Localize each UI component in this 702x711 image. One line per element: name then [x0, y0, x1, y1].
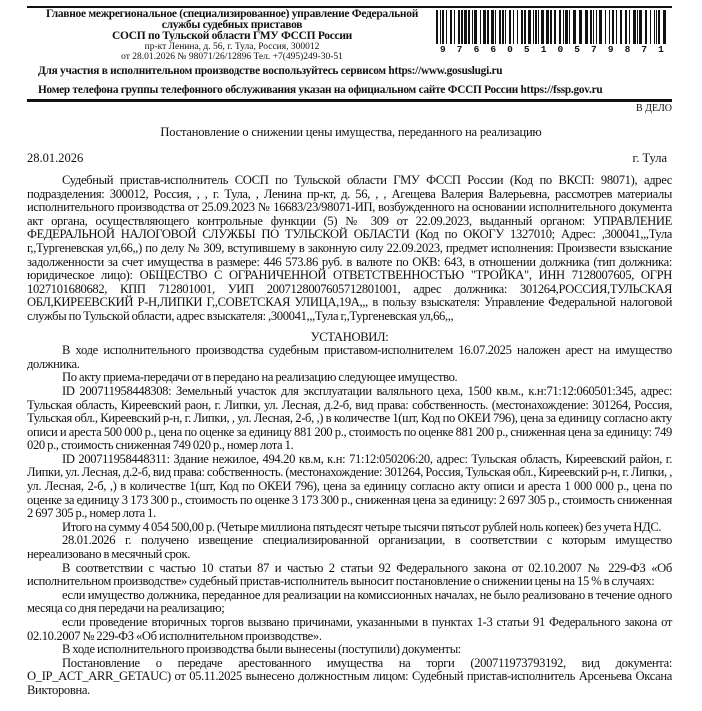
property-item: ID 200711958448308: Земельный участок для эксплуатации валяльного цеха, 1500 кв.м., к.н:71:12:060501:345, адрес: Тульская область, Киреевский раон, г. Липки, ул. Лесная, д.2-б, вид права: собственность. (местонахождение: 301264, Россия, Тульская обл., Киреевский р-н, г. Липки, , ул. Лесная, 2-б, ,) в количестве 1(шт, Код по ОКЕИ 796), цена за единицу согласно акту описи и ареста 500 000 р., цена по оценке за единицу 881 200 р., стоимость по оценке 881 200 р., сниженная цена за единицу: 749 020 р., стоимость сниженная 749 020 р., номер лота 1. — [27, 383, 672, 453]
org-line-3: СОСП по Тульской области ГМУ ФССП России — [112, 30, 352, 42]
barcode-bar — [563, 10, 564, 44]
barcode-digit: 9 — [607, 44, 614, 55]
document-reference: от 28.01.2026 № 98071/26/12896 Тел. +7(495)249-30-51 — [121, 52, 343, 62]
barcode-bar — [609, 10, 610, 44]
header-bottom-rule — [27, 99, 672, 102]
barcode-bar — [474, 10, 477, 44]
barcode-bar — [440, 10, 441, 44]
barcode-bar — [524, 10, 526, 44]
paragraph: В соответствии с частью 10 статьи 87 и частью 2 статьи 92 Федерального закона от 02.10.2007 № 229-ФЗ «Об исполнительном производстве» судебный пристав-исполнитель выносит постановление о снижении цены на 15 % в случаях: — [27, 560, 672, 589]
barcode-bar — [480, 10, 481, 44]
barcode-digit: 1 — [540, 44, 547, 55]
document-date: 28.01.2026 — [27, 151, 84, 165]
barcode-digits — [436, 45, 668, 55]
barcode-bar — [535, 10, 537, 44]
barcode-bar — [590, 10, 592, 44]
barcode-bar — [454, 10, 455, 44]
barcode-bar — [517, 10, 518, 44]
issuer-header — [28, 9, 436, 62]
gosuslugi-notice: Для участия в исполнительном производстве воспользуйтесь сервисом https://www.gosuslugi.ru — [38, 65, 503, 77]
paragraph: В ходе исполнительного производства судебным приставом-исполнителем 16.07.2025 наложен арест на имущество должника. — [27, 343, 672, 371]
intro-paragraph: Судебный пристав-исполнитель СОСП по Тульской области ГМУ ФССП России (Код по ВКСП: 98071), адрес подразделения: 300012, Россия, , , г. Тула, , Ленина пр-кт, д. 56, , , Агещева Валерия Валерьевна, рассмотрев материалы исполнительного производства от 25.09.2023 № 16683/23/98071-ИП, возбужденного на основании исполнительного документа акт органа, осуществляющего контрольные функции (5) № 309 от 22.09.2023, выданный органом: УПРАВЛЕНИЕ ФЕДЕРАЛЬНОЙ НАЛОГОВОЙ СЛУЖБЫ ПО ТУЛЬСКОЙ ОБЛАСТИ (Код по ОКОГУ 1327010; Адрес: ,300041,,,Тула г,,Тургеневская ул,66,,) по делу № 309, вступившему в законную силу 22.09.2023, предмет исполнения: Произвести взыскание задолженности за счет имущества в размере: 446 573.86 руб. в валюте по ОКВ: 643, в отношении должника (тип должника: юридическое лицо): ОБЩЕСТВО С ОГРАНИЧЕННОЙ ОТВЕТСТВЕННОСТЬЮ "ТРОЙКА", ИНН 7128007605, ОГРН 1027101680682, КПП 712801001, УИП 2007128007605712801001, адрес должника: 301264,РОССИЯ,ТУЛЬСКАЯ ОБЛ,КИРЕЕВСКИЙ Р-Н,ЛИПКИ Г,,СОВЕТСКАЯ УЛИЦА,19А,,, в пользу взыскателя: Управление Федеральной налоговой службы по Тульской области, адрес взыскателя: ,300041,,,Тула г,,Тургеневская ул,66,,, — [27, 173, 672, 323]
barcode-digit: 1 — [658, 44, 664, 55]
paragraph: По акту приема-передачи от в передано на реализацию следующее имущество. — [62, 370, 458, 385]
barcode-bar — [502, 10, 504, 44]
barcode-bar — [483, 10, 486, 44]
barcode-bar — [533, 10, 534, 44]
barcode-digit: 7 — [591, 44, 597, 55]
barcode-bar — [605, 10, 606, 44]
barcode-bar — [654, 10, 655, 44]
barcode-bar — [656, 10, 657, 44]
barcode-bar — [505, 10, 506, 44]
barcode-bar — [495, 10, 496, 44]
barcode-digit: 5 — [523, 44, 530, 55]
barcode-bar — [658, 10, 660, 44]
barcode-bar — [569, 10, 570, 44]
org-line-1: Главное межрегиональное (специализированное) управление Федеральной — [45, 8, 419, 20]
barcode-bar — [458, 10, 460, 44]
barcode-bar — [461, 10, 463, 44]
barcode-digit: 6 — [473, 44, 480, 55]
org-address: пр-кт Ленина, д. 56, г. Тула, Россия, 300012 — [144, 42, 320, 52]
barcode-bar — [639, 10, 642, 44]
document-title: Постановление о снижении цены имущества, переданного на реализацию — [160, 125, 542, 139]
barcode-bar — [491, 10, 494, 44]
barcode-digit: 9 — [440, 44, 446, 55]
document-city: г. Тула — [632, 151, 667, 165]
barcode-bar — [616, 10, 617, 44]
phone-notice: Номер телефона группы телефонного обслуживания указан на официальном сайте ФССП России https://fssp.gov.ru — [38, 84, 603, 96]
barcode-digit: 6 — [490, 44, 497, 55]
barcode-bar — [625, 10, 627, 44]
barcode-bar — [637, 10, 638, 44]
barcode-bar — [499, 10, 501, 44]
barcode-digit: 7 — [641, 44, 648, 55]
barcode-bar — [450, 10, 452, 44]
barcode-bar — [573, 10, 576, 44]
barcode-bar — [550, 10, 552, 44]
barcode-bar — [541, 10, 544, 44]
barcode-bar — [593, 10, 594, 44]
barcode-bar — [596, 10, 597, 44]
barcode-bar — [472, 10, 473, 44]
barcode-digit: 5 — [574, 44, 580, 55]
barcode-bar — [554, 10, 556, 44]
barcode-bar — [565, 10, 568, 44]
barcode-bar — [612, 10, 614, 44]
document-body — [27, 174, 672, 698]
barcode-bar — [464, 10, 467, 44]
barcode-bar — [436, 10, 438, 44]
barcode-digit: 0 — [557, 44, 564, 55]
barcode — [436, 10, 668, 44]
total-paragraph: Итого на сумму 4 054 500,00 р. (Четыре миллиона пятьдесят четыре тысячи пятьсот рублей ноль копеек) без учета НДС. — [62, 519, 662, 534]
barcode-bar — [509, 10, 511, 44]
barcode-bar — [599, 10, 602, 44]
barcode-bar — [442, 10, 444, 44]
paragraph: 28.01.2026 г. получено извещение специализированной организации, в соответствии с которым имущество нереализовано в месячный срок. — [27, 533, 672, 562]
barcode-bar — [650, 10, 651, 44]
barcode-bar — [579, 10, 582, 44]
barcode-bar — [513, 10, 514, 44]
paragraph: В ходе исполнительного производства были вынесены (поступили) документы: — [62, 642, 461, 657]
case-item: если имущество должника, переданное для реализации на комиссионных началах, не было реализовано в течение одного месяца со дня передачи на реализацию; — [27, 587, 672, 616]
barcode-bar — [663, 10, 666, 44]
case-item: если проведение вторичных торгов вызвано причинами, указанными в пунктах 1-3 статьи 91 Федерального закона от 02.10.2007 № 229-ФЗ «Об исполнительном производстве». — [27, 615, 672, 643]
barcode-bar — [633, 10, 636, 44]
barcode-bar — [559, 10, 561, 44]
barcode-bar — [538, 10, 539, 44]
property-item: ID 200711958448311: Здание нежилое, 494.20 кв.м, к.н: 71:12:050206:20, адрес: Тульская область, Киреевский район, г. Липки, ул. Лесная, д.2-б, вид права: собственность. (местонахождение: 301264, Россия, Тульская обл., Киреевский р-н, г. Липки, , ул. Лесная, 2-б, ,) в количестве 1(шт, Код по ОКЕИ 796), цена за единицу согласно акту описи и ареста 1 000 000 р., цена по оценке за единицу 3 173 300 р., стоимость по оценке 3 173 300 р., сниженная цена за единицу: 2 697 305 р., стоимость сниженная 2 697 305 р., номер лота 1. — [27, 451, 672, 521]
barcode-bar — [468, 10, 470, 44]
barcode-bar — [629, 10, 630, 44]
barcode-bar — [521, 10, 523, 44]
barcode-bar — [645, 10, 647, 44]
barcode-bar — [446, 10, 447, 44]
v-delo-mark: В ДЕЛО — [636, 103, 672, 114]
barcode-bar — [620, 10, 622, 44]
barcode-digit: 0 — [507, 44, 513, 55]
barcode-bar — [487, 10, 489, 44]
barcode-bar — [585, 10, 588, 44]
barcode-bar — [528, 10, 531, 44]
paragraph: Постановление о передаче арестованного имущества на торги (200711973793192, вид документа: O_IP_ACT_ARR_GETAUC) от 05.11.2025 вынесено должностным лицом: Судебный пристав-исполнитель Арсеньева Оксана Викторовна. — [27, 655, 672, 697]
barcode-digit: 7 — [456, 44, 463, 55]
section-heading: УСТАНОВИЛ: — [310, 329, 389, 344]
barcode-bar — [546, 10, 549, 44]
barcode-digit: 8 — [624, 44, 631, 55]
org-line-2: службы судебных приставов — [161, 19, 303, 31]
